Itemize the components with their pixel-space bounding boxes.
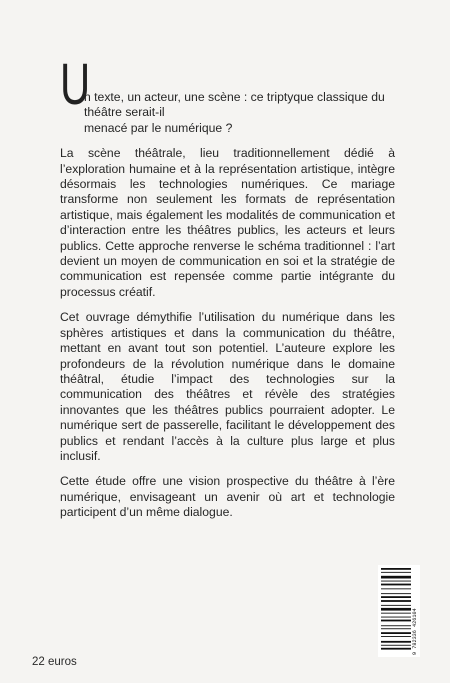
barcode-bar — [381, 628, 411, 629]
barcode-bar — [381, 600, 411, 602]
barcode-bar — [381, 617, 411, 618]
intro-line-1: n texte, un acteur, une scène : ce triptyque classique du théâtre serait-il — [84, 90, 385, 120]
intro-line-2: menacé par le numérique ? — [84, 120, 233, 135]
back-cover-text — [60, 52, 395, 531]
barcode-bar — [381, 608, 411, 611]
barcode-bar — [381, 584, 411, 586]
paragraph-3: Cette étude offre une vision prospective du théâtre à l’ère numérique, envisageant un avenir où art et technologie participent d’un même dialogue. — [60, 474, 395, 520]
paragraph-2: Cet ouvrage démythifie l’utilisation du numérique dans les sphères artistiques et dans la communication du théâtre, mettant en avant tout son potentiel. L’auteure explore les profondeurs de la révolution numérique dans le domaine théâtral, étudie l’impact des technologies sur la communication des théâtres et révèle des stratégies innovantes que les théâtres publics pourraient adopter. Le numérique sert de passerelle, facilitant le développement des publics et rendant l’accès à la culture plus large et plus inclusif. — [60, 310, 395, 463]
barcode-bar — [381, 620, 411, 622]
price-label: 22 euros — [32, 656, 77, 668]
barcode-bar — [381, 588, 411, 589]
barcode-bar — [381, 648, 411, 650]
barcode-bar — [381, 636, 411, 637]
barcode-bar — [381, 613, 411, 614]
barcode-digits: 9 782336 426104 — [412, 608, 418, 655]
barcode-bar — [381, 641, 411, 643]
intro-paragraph — [60, 52, 395, 136]
paragraph-1: La scène théâtrale, lieu traditionnellement dédié à l’exploration humaine et à la représentation artistique, intègre désormais les technologies numériques. Ce mariage transforme non seulement les formats de représentation artistique, mais également les modalités de communication et d’interaction entre les théâtres publics, les acteurs et leurs publics. Cette approche renverse le schéma traditionnel : l’art devient un moyen de communication en soi et la stratégie de communication est repensée comme partie intégrante du processus créatif. — [60, 146, 395, 299]
barcode-bar — [381, 596, 411, 598]
barcode-bar — [381, 645, 411, 646]
barcode-bar — [381, 632, 411, 634]
barcode-bar — [381, 568, 411, 570]
barcode-bar — [381, 605, 411, 606]
barcode-bar — [381, 581, 411, 582]
barcode-bar — [381, 593, 411, 594]
drop-cap: U — [60, 52, 89, 117]
isbn-barcode — [378, 565, 420, 657]
barcode-bar — [381, 572, 411, 573]
barcode-bar — [381, 625, 411, 626]
barcode-bar — [381, 576, 411, 579]
